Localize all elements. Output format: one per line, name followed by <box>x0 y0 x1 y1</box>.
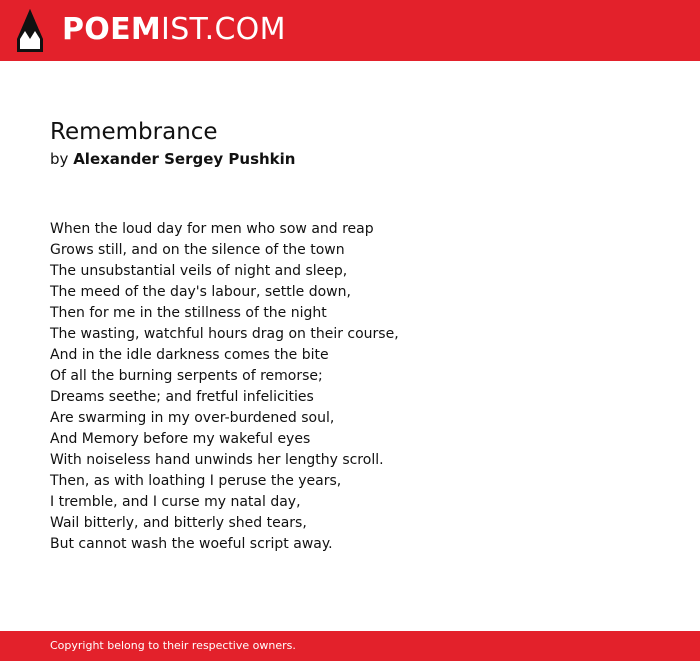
poem-line: But cannot wash the woeful script away. <box>50 536 333 552</box>
poem-byline <box>50 149 295 169</box>
poem-line: Grows still, and on the silence of the town <box>50 242 345 258</box>
poem-line: Wail bitterly, and bitterly shed tears, <box>50 515 307 531</box>
poem-line: Are swarming in my over-burdened soul, <box>50 410 335 426</box>
poem-line: The meed of the day's labour, settle down, <box>50 284 351 300</box>
poem-line: And Memory before my wakeful eyes <box>50 431 311 447</box>
footer-bar <box>0 631 700 661</box>
site-logo[interactable] <box>62 12 286 48</box>
header-bar <box>0 0 700 61</box>
footer-copyright: Copyright belong to their respective owners. <box>50 639 296 652</box>
poem-line: Dreams seethe; and fretful infelicities <box>50 389 314 405</box>
poem-line: The unsubstantial veils of night and sleep, <box>50 263 348 279</box>
poem-title: Remembrance <box>50 119 218 145</box>
poem-line: With noiseless hand unwinds her lengthy scroll. <box>50 452 384 468</box>
poem-line: Then for me in the stillness of the night <box>50 305 327 321</box>
logo-bold-text: POEM <box>62 12 162 47</box>
pencil-tip-icon <box>17 9 43 52</box>
poem-line: And in the idle darkness comes the bite <box>50 347 329 363</box>
poem-line: When the loud day for men who sow and reap <box>50 221 374 237</box>
poem-line: The wasting, watchful hours drag on their course, <box>50 326 399 342</box>
poem-line: Of all the burning serpents of remorse; <box>50 368 323 384</box>
poem-line: Then, as with loathing I peruse the years, <box>50 473 342 489</box>
poem-line: I tremble, and I curse my natal day, <box>50 494 301 510</box>
by-label: by <box>50 150 69 168</box>
poem-body <box>50 219 399 555</box>
poem-author: Alexander Sergey Pushkin <box>73 150 296 168</box>
logo-light-text: IST.COM <box>161 12 286 47</box>
